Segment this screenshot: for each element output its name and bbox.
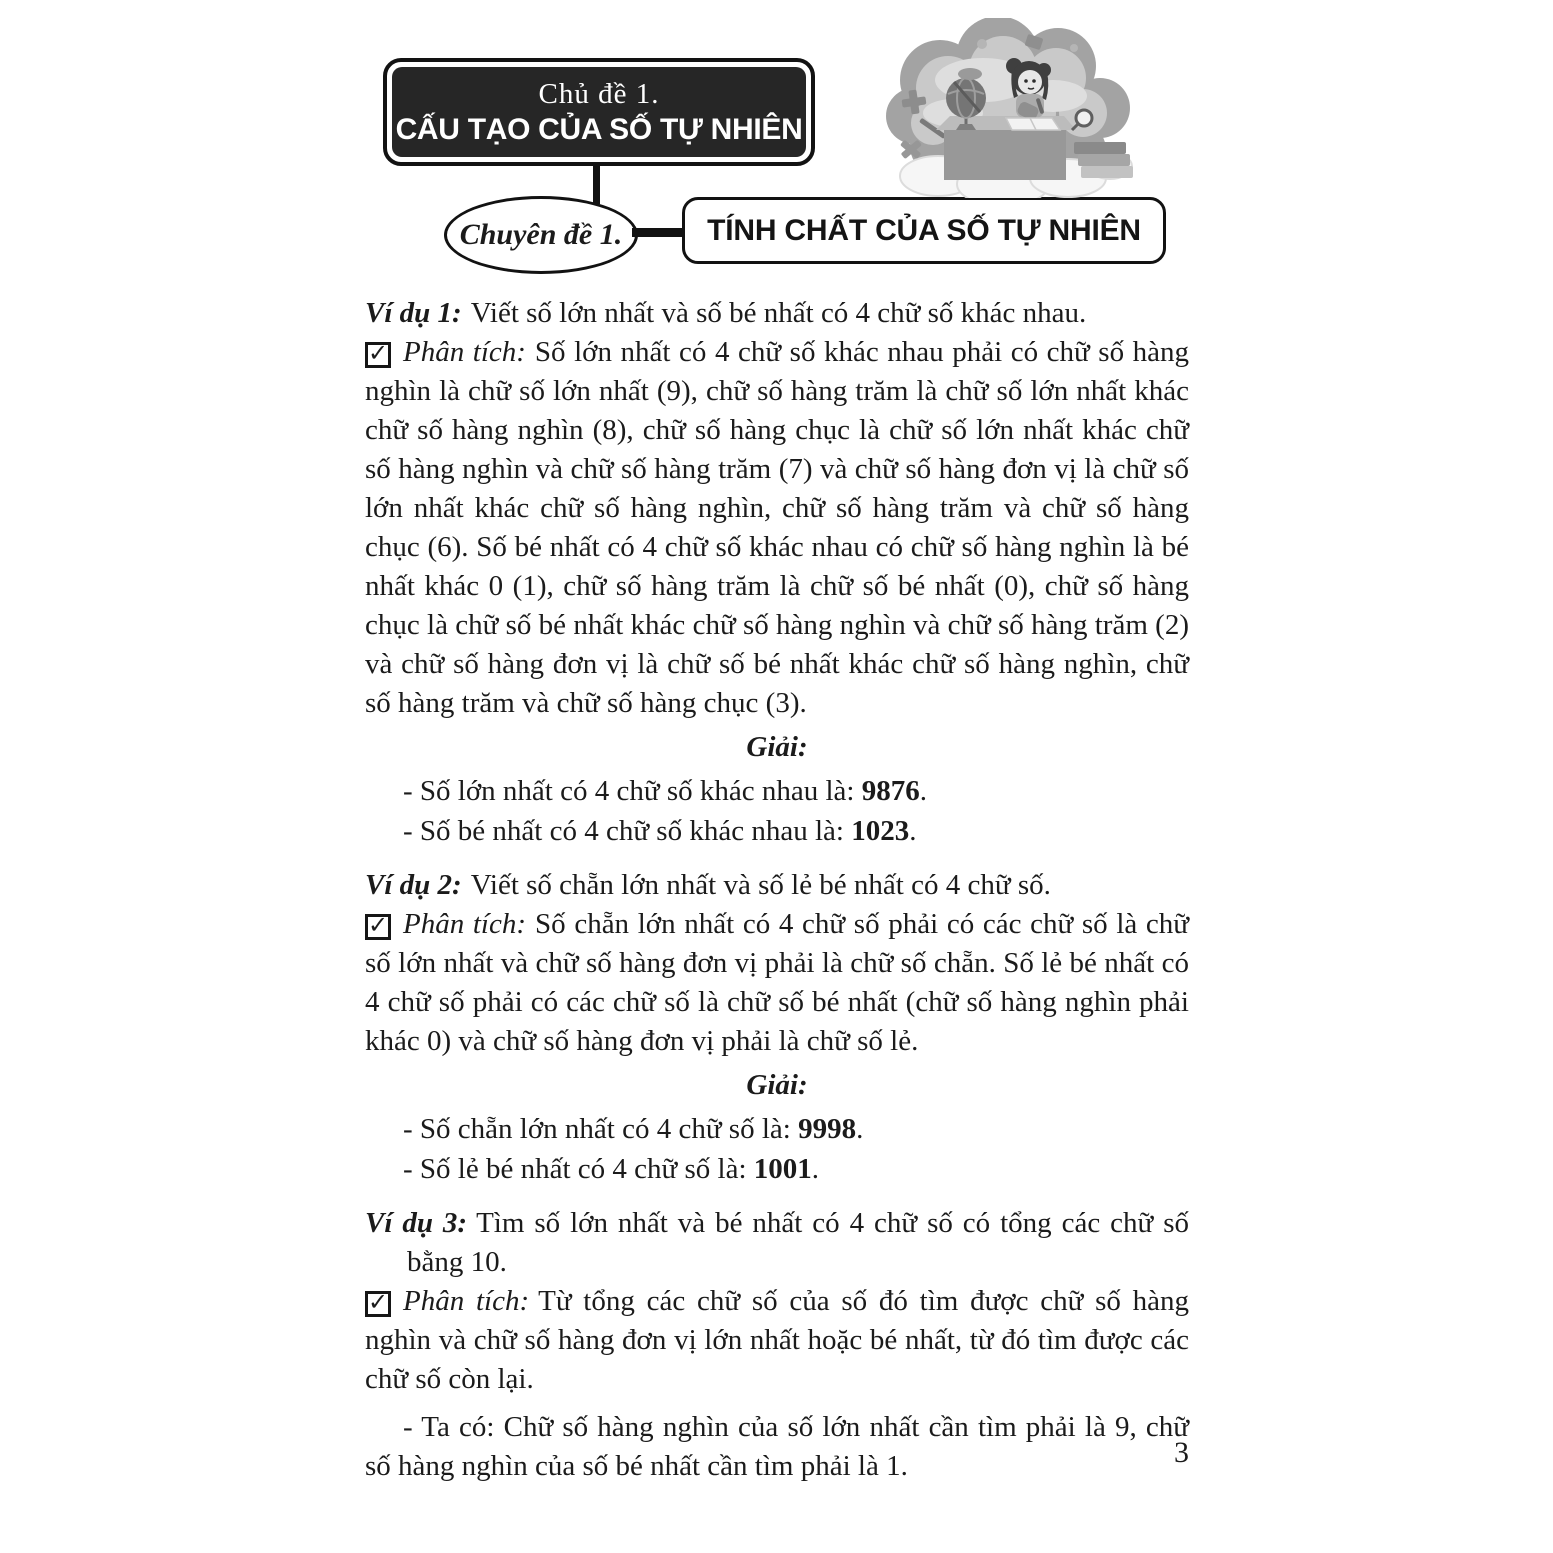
solution-heading: Giải: — [746, 1069, 808, 1101]
solution-period: . — [919, 775, 927, 807]
solution-text: - Số lẻ bé nhất có 4 chữ số là: — [403, 1153, 754, 1185]
analysis-paragraph — [365, 1282, 1189, 1399]
analysis-paragraph — [365, 905, 1189, 1061]
solution-value: 9998 — [798, 1113, 857, 1145]
topic-box — [383, 58, 815, 166]
solution-line — [365, 1150, 1189, 1189]
analysis-label: Phân tích: — [403, 336, 526, 368]
solution-line — [365, 812, 1189, 851]
example-statement — [365, 294, 1189, 333]
subtopic-title-box: TÍNH CHẤT CỦA SỐ TỰ NHIÊN — [682, 197, 1166, 264]
solution-period: . — [811, 1153, 819, 1185]
solution-heading: Giải: — [746, 731, 808, 763]
example-label: Ví dụ 2: — [365, 869, 462, 901]
solution-value: 9876 — [861, 775, 920, 807]
connector-vertical-line — [593, 164, 600, 204]
solution-line — [365, 1110, 1189, 1149]
solution-period: . — [856, 1113, 864, 1145]
solution-value: 1023 — [851, 815, 910, 847]
connector-horizontal-line — [632, 228, 686, 237]
analysis-label: Phân tích: — [403, 1285, 530, 1317]
analysis-label: Phân tích: — [403, 908, 527, 940]
topic-title: CẤU TẠO CỦA SỐ TỰ NHIÊN — [395, 112, 803, 146]
checkbox-checked-icon: ✓ — [365, 342, 391, 368]
analysis-text: Số chẵn lớn nhất có 4 chữ số phải có các chữ số là chữ số lớn nhất và chữ số hàng đơn vị phải là chữ số chẵn. Số lẻ bé nhất có 4 chữ số phải có các chữ số là chữ số bé nhất (chữ số hàng nghìn phải khác 0) và chữ số hàng đơn vị phải là chữ số lẻ. — [365, 908, 1190, 1057]
topic-box-inner — [392, 67, 806, 157]
solution-value: 1001 — [753, 1153, 812, 1185]
statement-text: Viết số chẵn lớn nhất và số lẻ bé nhất có 4 chữ số. — [470, 869, 1051, 901]
note-paragraph: - Ta có: Chữ số hàng nghìn của số lớn nhất cần tìm phải là 9, chữ số hàng nghìn của số bé nhất cần tìm phải là 1. — [365, 1411, 1189, 1482]
statement-text: Viết số lớn nhất và số bé nhất có 4 chữ số khác nhau. — [470, 297, 1087, 329]
solution-text: - Số bé nhất có 4 chữ số khác nhau là: — [403, 815, 852, 847]
solution-line — [365, 772, 1189, 811]
books-icon — [1074, 142, 1133, 178]
example-2 — [365, 866, 1189, 1189]
study-illustration — [878, 18, 1138, 198]
example-statement — [365, 866, 1189, 905]
topic-label: Chủ đề 1. — [538, 77, 660, 110]
page-number: 3 — [1174, 1436, 1189, 1469]
example-label: Ví dụ 3: — [365, 1207, 468, 1239]
subtopic-ellipse: Chuyên đề 1. — [444, 196, 638, 274]
checkbox-checked-icon: ✓ — [365, 914, 391, 940]
solution-text: - Số chẵn lớn nhất có 4 chữ số là: — [403, 1113, 799, 1145]
checkbox-checked-icon: ✓ — [365, 1291, 391, 1317]
example-1 — [365, 294, 1189, 851]
solution-text: - Số lớn nhất có 4 chữ số khác nhau là: — [403, 775, 862, 807]
statement-text: Tìm số lớn nhất và bé nhất có 4 chữ số có tổng các chữ số bằng 10. — [407, 1207, 1189, 1278]
analysis-text: Từ tổng các chữ số của số đó tìm được chữ số hàng nghìn và chữ số hàng đơn vị lớn nhất hoặc bé nhất, từ đó tìm được các chữ số còn lại. — [365, 1285, 1190, 1395]
analysis-text: Số lớn nhất có 4 chữ số khác nhau phải có chữ số hàng nghìn là chữ số lớn nhất (9), chữ số hàng trăm là chữ số lớn nhất khác chữ số hàng nghìn (8), chữ số hàng chục là chữ số lớn nhất khác chữ số hàng nghìn và chữ số hàng trăm (7) và chữ số hàng đơn vị là chữ số lớn nhất khác chữ số hàng nghìn, chữ số hàng trăm và chữ số hàng chục (6). Số bé nhất có 4 chữ số khác nhau có chữ số hàng nghìn là bé nhất khác 0 (1), chữ số hàng trăm là chữ số bé nhất (0), chữ số hàng chục là chữ số bé nhất khác chữ số hàng nghìn và chữ số hàng trăm (2) và chữ số hàng đơn vị là chữ số bé nhất khác chữ số hàng nghìn, chữ số hàng trăm và chữ số hàng chục (3). — [365, 336, 1190, 719]
example-label: Ví dụ 1: — [365, 297, 462, 329]
solution-period: . — [909, 815, 917, 847]
page-body — [365, 294, 1189, 1486]
notebook — [1006, 118, 1060, 130]
example-statement — [365, 1204, 1189, 1282]
analysis-paragraph — [365, 333, 1189, 723]
